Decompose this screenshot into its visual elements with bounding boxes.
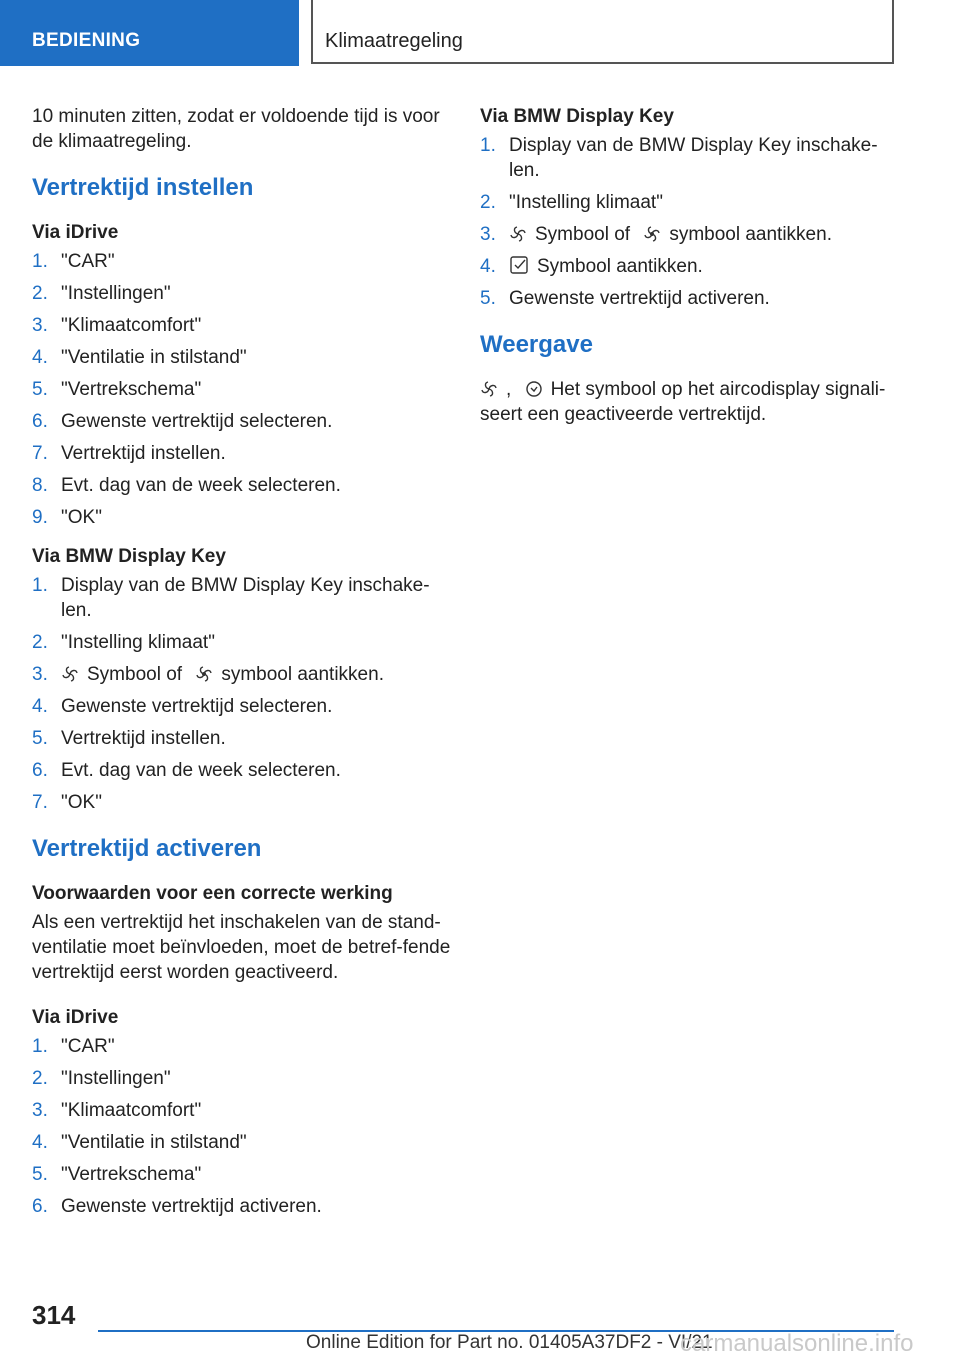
list-item: 8. Evt. dag van de week selecteren. [32, 475, 341, 496]
list-item: 1. Display van de BMW Display Key inschake-len. [32, 575, 430, 621]
idrive-steps-activate [32, 1034, 452, 1219]
list-item: 2. "Instelling klimaat" [480, 192, 663, 213]
list-item: 7. Vertrektijd instellen. [32, 443, 226, 464]
list-item: 3. Symbool of symbool aantikken. [480, 224, 832, 245]
display-description: , Het symbool op het aircodisplay signali-seert een geactiveerde vertrektijd. [480, 379, 886, 425]
checkbox-icon [509, 255, 529, 275]
subheading-conditions: Voorwaarden voor een correcte werking [32, 883, 393, 904]
subheading-via-idrive: Via iDrive [32, 222, 119, 243]
list-item: 4. Symbool aantikken. [480, 256, 703, 277]
right-column [480, 104, 900, 439]
fan-heat-icon [195, 665, 213, 683]
chapter-tab [311, 0, 894, 64]
conditions-text: Als een vertrektijd het inschakelen van de stand-ventilatie moet beïnvloeden, moet de betref-fende vertrektijd eerst worden geactiveerd. [32, 912, 451, 983]
fan-heat-icon [643, 225, 661, 243]
list-item: 1. Display van de BMW Display Key inschake-len. [480, 135, 878, 181]
list-item: 3. Symbool of symbool aantikken. [32, 664, 384, 685]
list-item: 9. "OK" [32, 507, 102, 528]
list-item: 5. "Vertrekschema" [32, 1164, 202, 1185]
subheading-via-display-key: Via BMW Display Key [32, 546, 226, 567]
section-tab [0, 0, 299, 66]
section-title-vertrektijd-activeren: Vertrektijd activeren [32, 835, 262, 862]
fan-icon [61, 665, 79, 683]
left-column [32, 104, 452, 1233]
chapter-title: Klimaatregeling [325, 30, 463, 52]
intro-text: 10 minuten zitten, zodat er voldoende tijd is voor de klimaatregeling. [32, 106, 440, 152]
list-item: 5. "Vertrekschema" [32, 379, 202, 400]
list-item: 1. "CAR" [32, 1036, 115, 1057]
fan-icon [480, 380, 498, 398]
watermark: carmanualsonline.info [680, 1330, 914, 1357]
section-label: BEDIENING [32, 30, 141, 51]
fan-icon [509, 225, 527, 243]
list-item: 6. Gewenste vertrektijd activeren. [32, 1196, 322, 1217]
list-item: 3. "Klimaatcomfort" [32, 1100, 202, 1121]
section-title-vertrektijd-instellen: Vertrektijd instellen [32, 174, 254, 201]
list-item: 5. Gewenste vertrektijd activeren. [480, 288, 770, 309]
subheading-via-display-key: Via BMW Display Key [480, 106, 674, 127]
display-key-steps-set [32, 573, 452, 815]
list-item: 7. "OK" [32, 792, 102, 813]
list-item: 5. Vertrektijd instellen. [32, 728, 226, 749]
idrive-steps-set [32, 249, 452, 530]
list-item: 4. "Ventilatie in stilstand" [32, 347, 247, 368]
page-number: 314 [32, 1300, 76, 1330]
list-item: 2. "Instellingen" [32, 1068, 171, 1089]
list-item: 1. "CAR" [32, 251, 115, 272]
list-item: 6. Evt. dag van de week selecteren. [32, 760, 341, 781]
display-key-steps-activate [480, 133, 900, 311]
subheading-via-idrive: Via iDrive [32, 1007, 119, 1028]
list-item: 6. Gewenste vertrektijd selecteren. [32, 411, 333, 432]
edition-text: Online Edition for Part no. 01405A37DF2 - VI/21 [306, 1332, 713, 1353]
section-title-weergave: Weergave [480, 331, 593, 358]
list-item: 2. "Instellingen" [32, 283, 171, 304]
list-item: 3. "Klimaatcomfort" [32, 315, 202, 336]
list-item: 4. Gewenste vertrektijd selecteren. [32, 696, 333, 717]
list-item: 4. "Ventilatie in stilstand" [32, 1132, 247, 1153]
timer-icon [525, 380, 543, 398]
list-item: 2. "Instelling klimaat" [32, 632, 215, 653]
